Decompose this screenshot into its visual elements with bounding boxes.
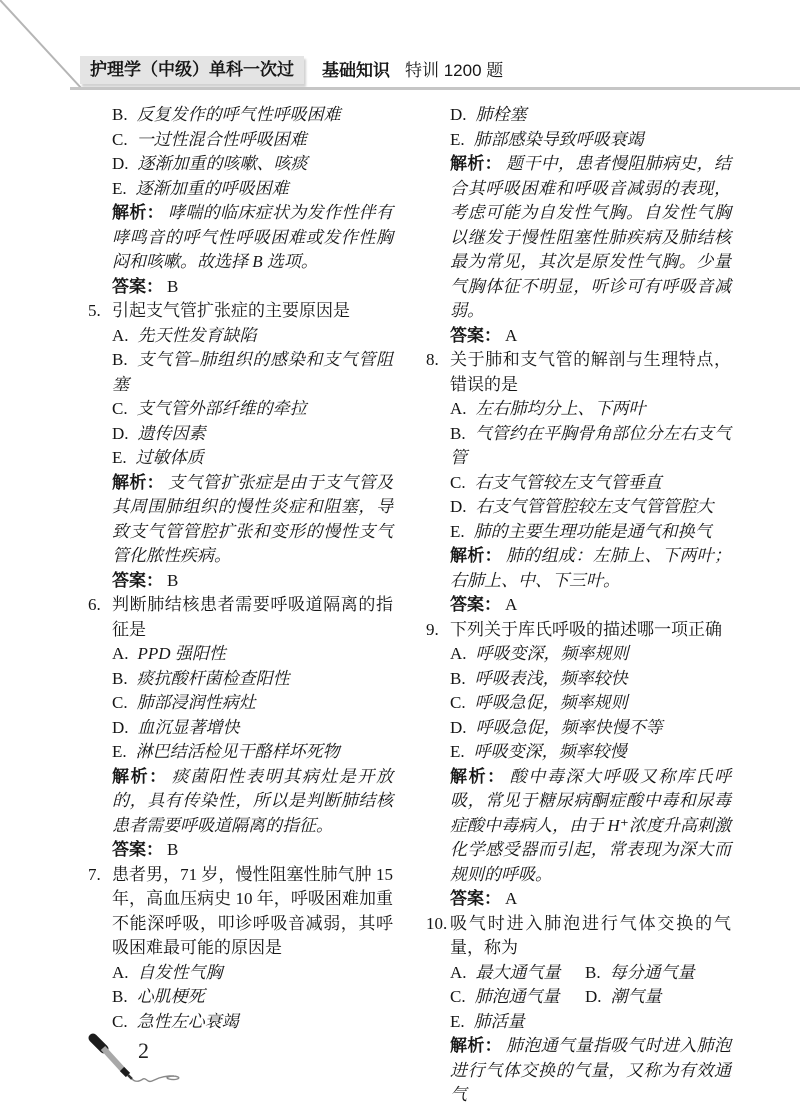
option-pair-row xyxy=(424,985,731,1010)
option-text: 支气管外部纤维的牵拉 xyxy=(136,399,307,418)
option-label: E. xyxy=(112,178,127,198)
answer-tag: 答案： xyxy=(450,889,501,908)
answer-value: B xyxy=(167,840,179,859)
option-label: D. xyxy=(112,154,129,173)
option-text: 最大通气量 xyxy=(475,962,561,982)
analysis-text: 哮喘的临床症状为发作性伴有哮鸣音的呼气性呼吸困难或发作性胸闷和咳嗽。故选择 B 选项。 xyxy=(112,203,393,271)
option-text: 逐渐加重的咳嗽、咳痰 xyxy=(137,154,308,173)
answer-line xyxy=(86,275,393,300)
option-text: 反复发作的呼气性呼吸困难 xyxy=(136,105,341,124)
option-label: A. xyxy=(112,644,129,663)
series-title: 护理学（中级）单科一次过 xyxy=(80,56,304,84)
option-item xyxy=(424,495,731,520)
option-item xyxy=(450,961,585,986)
option-text: 自发性气胸 xyxy=(137,962,223,982)
option-text: 左右肺均分上、下两叶 xyxy=(475,399,646,418)
option-item xyxy=(86,397,393,422)
option-item xyxy=(86,348,393,397)
analysis-paragraph xyxy=(86,765,393,839)
corner-fold-line xyxy=(0,0,90,92)
option-item xyxy=(424,471,731,496)
option-label: C. xyxy=(450,472,466,492)
analysis-tag: 解析： xyxy=(450,154,502,173)
page-footer xyxy=(0,1028,260,1108)
option-label: C. xyxy=(450,987,466,1006)
option-text: 心肌梗死 xyxy=(136,987,205,1006)
option-label: C. xyxy=(112,1011,128,1031)
option-text: 每分通气量 xyxy=(609,962,695,982)
option-label: D. xyxy=(450,105,467,124)
option-label: D. xyxy=(112,423,129,443)
option-label: B. xyxy=(112,987,128,1006)
option-label: D. xyxy=(585,987,602,1006)
option-text: 呼吸变深，频率规则 xyxy=(475,644,629,663)
option-text: 气管约在平胸骨角部位分左右支气管 xyxy=(450,423,731,467)
option-item xyxy=(585,961,731,986)
option-label: C. xyxy=(112,399,128,418)
option-text: 逐渐加重的呼吸困难 xyxy=(135,178,289,198)
page-header xyxy=(80,56,503,84)
option-label: A. xyxy=(450,399,467,418)
question-text: 下列关于库氏呼吸的描述哪一项正确 xyxy=(450,619,722,639)
analysis-paragraph xyxy=(424,765,731,888)
analysis-paragraph xyxy=(86,471,393,569)
option-item xyxy=(86,716,393,741)
option-text: 呼吸变深，频率较慢 xyxy=(473,742,627,761)
option-label: A. xyxy=(450,644,467,663)
option-item xyxy=(424,1010,731,1035)
subject-label: 基础知识 xyxy=(322,60,390,80)
answer-line xyxy=(424,324,731,349)
option-label: C. xyxy=(450,693,466,712)
pen-doodle-icon xyxy=(84,1032,214,1094)
analysis-paragraph xyxy=(424,544,731,593)
option-label: B. xyxy=(585,962,601,982)
option-text: 右支气管较左支气管垂直 xyxy=(474,472,662,492)
option-text: 淋巴结活检见干酪样坏死物 xyxy=(135,742,340,761)
option-item xyxy=(86,422,393,447)
option-text: 过敏体质 xyxy=(135,448,204,467)
option-label: A. xyxy=(112,962,129,982)
question-item xyxy=(424,348,731,397)
option-item xyxy=(450,985,585,1010)
analysis-text: 痰菌阳性表明其病灶是开放的，具有传染性，所以是判断肺结核患者需要呼吸道隔离的指征。 xyxy=(112,766,394,835)
option-label: C. xyxy=(112,129,128,149)
option-item xyxy=(424,691,731,716)
option-label: C. xyxy=(112,693,128,712)
option-text: 潮气量 xyxy=(610,987,662,1006)
option-item xyxy=(86,152,393,177)
option-item xyxy=(424,103,731,128)
option-item xyxy=(424,397,731,422)
answer-tag: 答案： xyxy=(112,276,163,296)
option-text: 呼吸急促，频率规则 xyxy=(474,693,628,712)
answer-line xyxy=(424,887,731,912)
option-label: D. xyxy=(450,497,467,516)
option-text: 呼吸表浅，频率较快 xyxy=(474,668,628,688)
option-item xyxy=(424,716,731,741)
analysis-tag: 解析： xyxy=(450,766,506,786)
option-text: 呼吸急促，频率快慢不等 xyxy=(475,717,663,737)
question-text: 引起支气管扩张症的主要原因是 xyxy=(112,301,350,320)
answer-tag: 答案： xyxy=(112,570,163,590)
option-text: 肺泡通气量 xyxy=(474,987,560,1006)
question-item xyxy=(86,863,393,961)
option-text: 先天性发育缺陷 xyxy=(137,325,257,345)
option-item xyxy=(86,446,393,471)
analysis-text: 支气管扩张症是由于支气管及其周围肺组织的慢性炎症和阻塞，导致支气管管腔扩张和变形的慢性支气管化脓性疾病。 xyxy=(112,472,393,565)
option-label: B. xyxy=(112,668,128,688)
option-item xyxy=(86,642,393,667)
option-label: B. xyxy=(450,423,466,443)
option-item xyxy=(424,642,731,667)
option-label: B. xyxy=(112,350,128,369)
answer-line xyxy=(424,593,731,618)
analysis-text: 酸中毒深大呼吸又称库氏呼吸，常见于糖尿病酮症酸中毒和尿毒症酸中毒病人，由于 H⁺浓度升高刺激化学感受器而引起，常表现为深大而规则的呼吸。 xyxy=(450,766,732,884)
option-item xyxy=(86,691,393,716)
option-label: B. xyxy=(112,105,128,124)
option-text: PPD 强阳性 xyxy=(137,644,226,663)
answer-value: A xyxy=(505,325,518,345)
option-text: 肺部浸润性病灶 xyxy=(136,693,256,712)
answer-value: B xyxy=(167,276,179,296)
answer-line xyxy=(86,838,393,863)
option-text: 肺部感染导致呼吸衰竭 xyxy=(473,129,644,149)
option-text: 一过性混合性呼吸困难 xyxy=(136,129,307,149)
option-text: 肺的主要生理功能是通气和换气 xyxy=(473,521,712,541)
option-item xyxy=(86,324,393,349)
option-label: E. xyxy=(112,448,127,467)
answer-tag: 答案： xyxy=(450,325,501,345)
option-text: 血沉显著增快 xyxy=(137,717,240,737)
option-text: 急性左心衰竭 xyxy=(136,1011,239,1031)
question-number: 6. xyxy=(88,595,101,614)
header-rule xyxy=(70,87,800,90)
option-label: E. xyxy=(450,129,465,149)
analysis-text: 肺泡通气量指吸气时进入肺泡进行气体交换的气量，又称为有效通气 xyxy=(450,1036,731,1104)
answer-value: A xyxy=(505,889,518,908)
option-label: E. xyxy=(450,1011,465,1031)
option-label: B. xyxy=(450,668,466,688)
option-item xyxy=(585,985,731,1010)
question-text: 吸气时进入肺泡进行气体交换的气量，称为 xyxy=(450,913,731,957)
option-text: 支气管–肺组织的感染和支气管阻塞 xyxy=(112,350,393,394)
option-item xyxy=(86,177,393,202)
analysis-paragraph xyxy=(424,152,731,324)
question-text: 关于肺和支气管的解剖与生理特点，错误的是 xyxy=(450,350,731,394)
option-item xyxy=(86,103,393,128)
option-pair-row xyxy=(424,961,731,986)
analysis-text: 肺的组成：左肺上、下两叶；右肺上、中、下三叶。 xyxy=(450,546,731,590)
option-item xyxy=(424,740,731,765)
analysis-tag: 解析： xyxy=(112,203,164,222)
option-label: A. xyxy=(450,962,467,982)
question-text: 患者男，71 岁，慢性阻塞性肺气肿 15 年，高血压病史 10 年，呼吸困难加重不能深呼吸，叩诊呼吸音减弱，其呼吸困难最可能的原因是 xyxy=(112,864,393,957)
option-item xyxy=(424,667,731,692)
question-number: 5. xyxy=(88,301,101,320)
analysis-paragraph xyxy=(86,201,393,275)
question-item xyxy=(424,912,731,961)
option-label: E. xyxy=(450,742,465,761)
option-label: D. xyxy=(112,717,129,737)
option-item xyxy=(86,740,393,765)
option-text: 右支气管管腔较左支气管管腔大 xyxy=(475,497,714,516)
question-item xyxy=(86,299,393,324)
question-number: 7. xyxy=(88,864,101,884)
analysis-tag: 解析： xyxy=(450,1036,502,1055)
answer-value: A xyxy=(505,595,518,614)
option-label: D. xyxy=(450,717,467,737)
option-item xyxy=(86,128,393,153)
question-text: 判断肺结核患者需要呼吸道隔离的指征是 xyxy=(112,595,393,639)
option-text: 肺活量 xyxy=(473,1011,525,1031)
questions-right-column xyxy=(424,103,731,1108)
option-label: E. xyxy=(450,521,465,541)
option-label: A. xyxy=(112,325,129,345)
analysis-tag: 解析： xyxy=(112,766,168,786)
volume-label: 特训 1200 题 xyxy=(405,60,504,80)
option-item xyxy=(86,985,393,1010)
question-number: 10. xyxy=(426,913,448,933)
option-item xyxy=(86,961,393,986)
page-number: 2 xyxy=(138,1038,149,1063)
answer-tag: 答案： xyxy=(112,840,163,859)
option-item xyxy=(424,128,731,153)
option-label: E. xyxy=(112,742,127,761)
option-text: 遗传因素 xyxy=(137,423,206,443)
answer-tag: 答案： xyxy=(450,595,501,614)
answer-value: B xyxy=(167,570,179,590)
analysis-text: 题干中，患者慢阻肺病史，结合其呼吸困难和呼吸音减弱的表现，考虑可能为自发性气胸。自发性气胸以继发于慢性阻塞性肺疾病及肺结核最为常见，其次是原发性气胸。少量气胸体征不明显，听诊可有呼吸音减弱。 xyxy=(450,154,731,320)
option-item xyxy=(424,422,731,471)
option-text: 肺栓塞 xyxy=(475,105,527,124)
answer-line xyxy=(86,569,393,594)
questions-left-column xyxy=(86,103,393,1034)
question-item xyxy=(86,593,393,642)
option-item xyxy=(86,667,393,692)
analysis-tag: 解析： xyxy=(450,546,502,565)
question-number: 8. xyxy=(426,350,439,369)
question-number: 9. xyxy=(426,619,439,639)
option-item xyxy=(424,520,731,545)
analysis-tag: 解析： xyxy=(112,472,164,492)
option-text: 痰抗酸杆菌检查阳性 xyxy=(136,668,290,688)
question-item xyxy=(424,618,731,643)
analysis-paragraph xyxy=(424,1034,731,1108)
